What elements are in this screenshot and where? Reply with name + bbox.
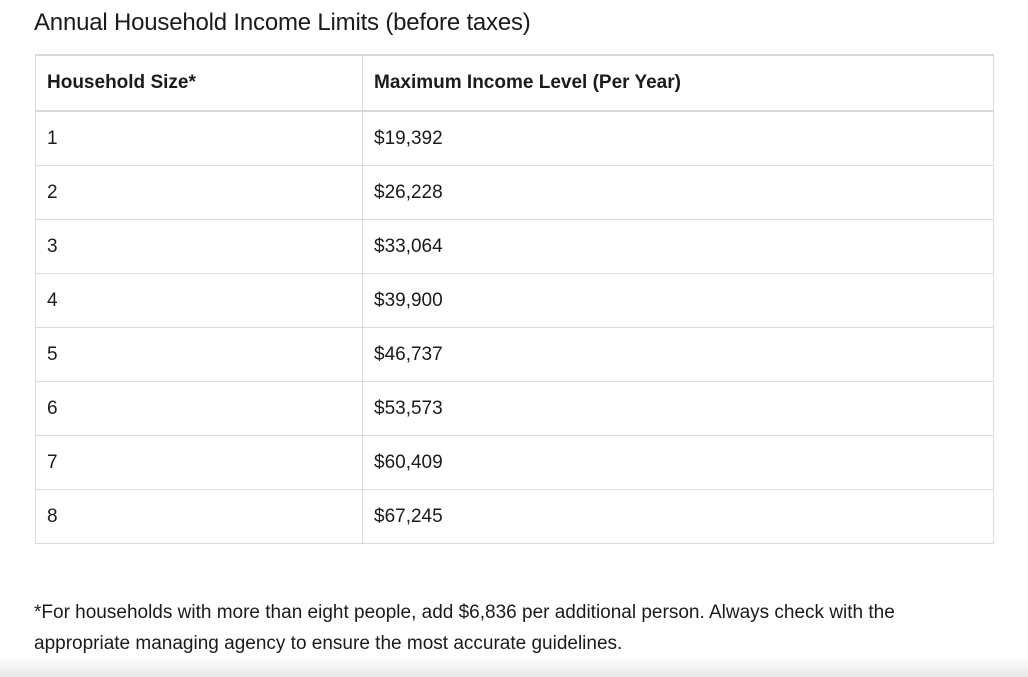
household-size-cell: 8 <box>36 490 363 544</box>
household-size-cell: 2 <box>36 166 363 220</box>
column-header-maximum-income: Maximum Income Level (Per Year) <box>363 55 994 111</box>
table-row <box>36 328 994 382</box>
maximum-income-cell: $39,900 <box>363 274 994 328</box>
household-size-cell: 7 <box>36 436 363 490</box>
maximum-income-cell: $33,064 <box>363 220 994 274</box>
maximum-income-cell: $60,409 <box>363 436 994 490</box>
maximum-income-cell: $53,573 <box>363 382 994 436</box>
table-row <box>36 220 994 274</box>
table-row <box>36 382 994 436</box>
table-row <box>36 274 994 328</box>
maximum-income-cell: $26,228 <box>363 166 994 220</box>
table-row <box>36 111 994 166</box>
household-size-cell: 4 <box>36 274 363 328</box>
maximum-income-cell: $67,245 <box>363 490 994 544</box>
table-row <box>36 490 994 544</box>
table-header-row <box>36 55 994 111</box>
household-size-cell: 1 <box>36 111 363 166</box>
maximum-income-cell: $46,737 <box>363 328 994 382</box>
table-row <box>36 166 994 220</box>
bottom-fade <box>0 655 1028 677</box>
column-header-household-size: Household Size* <box>36 55 363 111</box>
household-size-cell: 5 <box>36 328 363 382</box>
maximum-income-cell: $19,392 <box>363 111 994 166</box>
table-row <box>36 436 994 490</box>
income-limits-table <box>35 54 994 544</box>
footnote: *For households with more than eight people, add $6,836 per additional person. Always check with the appropriate managing agency to ensure the most accurate guidelines. <box>34 602 895 654</box>
household-size-cell: 3 <box>36 220 363 274</box>
page-title: Annual Household Income Limits (before taxes) <box>34 9 531 36</box>
household-size-cell: 6 <box>36 382 363 436</box>
